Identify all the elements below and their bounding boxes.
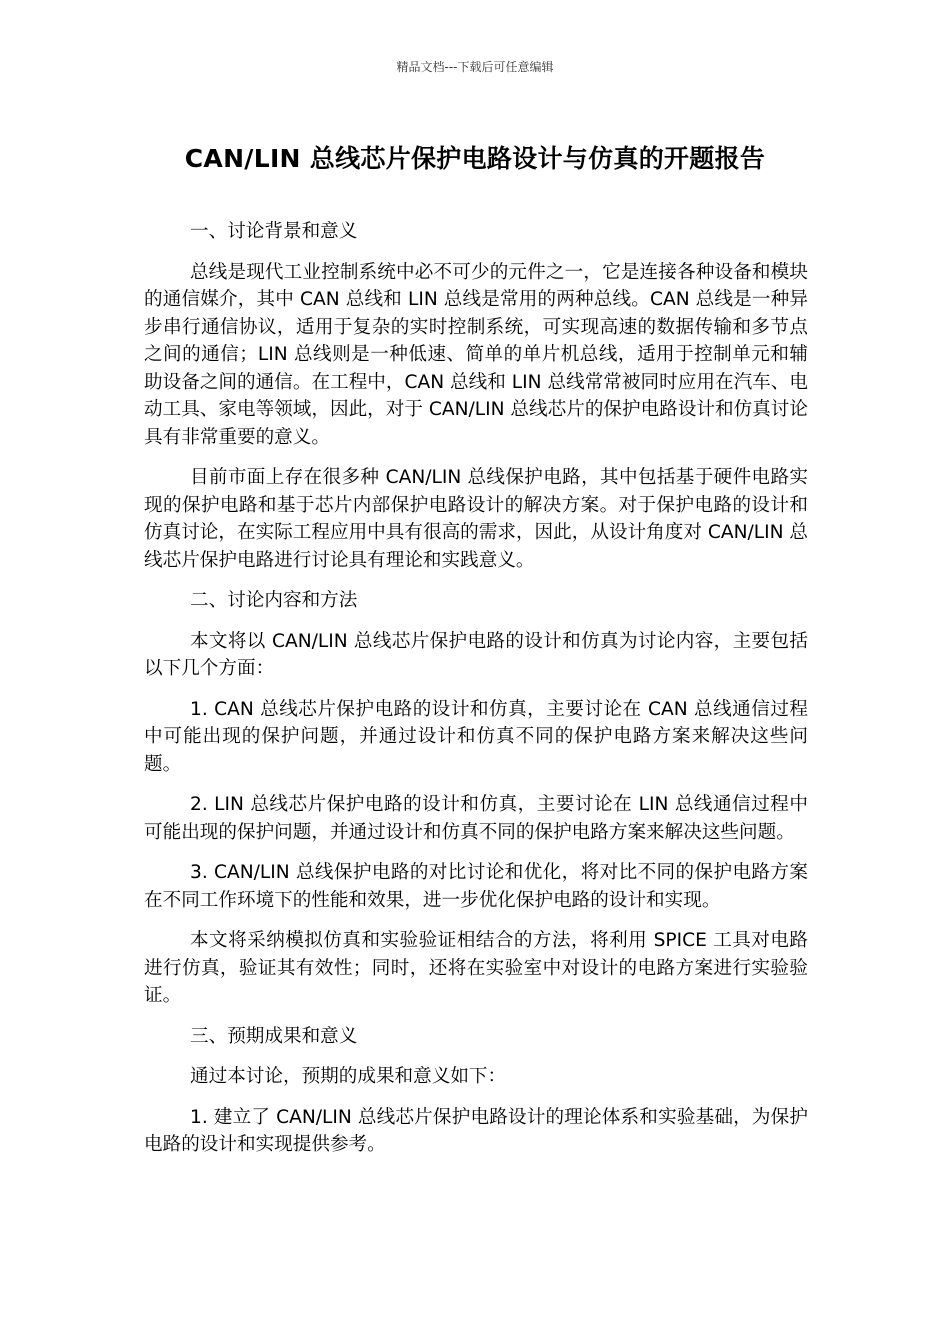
list-item: 3. CAN/LIN 总线保护电路的对比讨论和优化，将对比不同的保护电路方案在不同工作环境下的性能和效果，进一步优化保护电路的设计和实现。 <box>144 862 808 911</box>
paragraph: 通过本讨论，预期的成果和意义如下： <box>190 1066 507 1087</box>
paragraph: 本文将以 CAN/LIN 总线芯片保护电路的设计和仿真为讨论内容，主要包括以下几个方面： <box>144 630 808 679</box>
list-item: 1. CAN 总线芯片保护电路的设计和仿真，主要讨论在 CAN 总线通信过程中可能出现的保护问题，并通过设计和仿真不同的保护电路方案来解决这些问题。 <box>144 698 808 775</box>
document-title: CAN/LIN 总线芯片保护电路设计与仿真的开题报告 <box>184 144 766 173</box>
page-header: 精品文档---下载后可任意编辑 <box>396 60 554 74</box>
paragraph: 本文将采纳模拟仿真和实验验证相结合的方法，将利用 SPICE 工具对电路进行仿真，验证其有效性；同时，还将在实验室中对设计的电路方案进行实验验证。 <box>144 930 808 1006</box>
paragraph: 总线是现代工业控制系统中必不可少的元件之一，它是连接各种设备和模块的通信媒介，其中 CAN 总线和 LIN 总线是常用的两种总线。CAN 总线是一种异步串行通信协议，适用于复杂的实时控制系统，可实现高速的数据传输和多节点之间的通信；LIN 总线则是一种低速、简单的单片机总线，适用于控制单元和辅助设备之间的通信。在工程中，CAN 总线和 LIN 总线常常被同时应用在汽车、电动工具、家电等领域，因此，对于 CAN/LIN 总线芯片的保护电路设计和仿真讨论具有非常重要的意义。 <box>144 261 808 448</box>
document-body <box>144 218 808 1172</box>
list-item: 1. 建立了 CAN/LIN 总线芯片保护电路设计的理论体系和实验基础，为保护电路的设计和实现提供参考。 <box>144 1106 808 1155</box>
section-heading: 一、讨论背景和意义 <box>190 221 358 242</box>
list-item: 2. LIN 总线芯片保护电路的设计和仿真，主要讨论在 LIN 总线通信过程中可能出现的保护问题，并通过设计和仿真不同的保护电路方案来解决这些问题。 <box>144 794 808 843</box>
section-heading: 二、讨论内容和方法 <box>190 590 358 611</box>
section-heading: 三、预期成果和意义 <box>190 1025 358 1047</box>
paragraph: 目前市面上存在很多种 CAN/LIN 总线保护电路，其中包括基于硬件电路实现的保护电路和基于芯片内部保护电路设计的解决方案。对于保护电路的设计和仿真讨论，在实际工程应用中具有很高的需求，因此，从设计角度对 CAN/LIN 总线芯片保护电路进行讨论具有理论和实践意义。 <box>144 467 808 571</box>
